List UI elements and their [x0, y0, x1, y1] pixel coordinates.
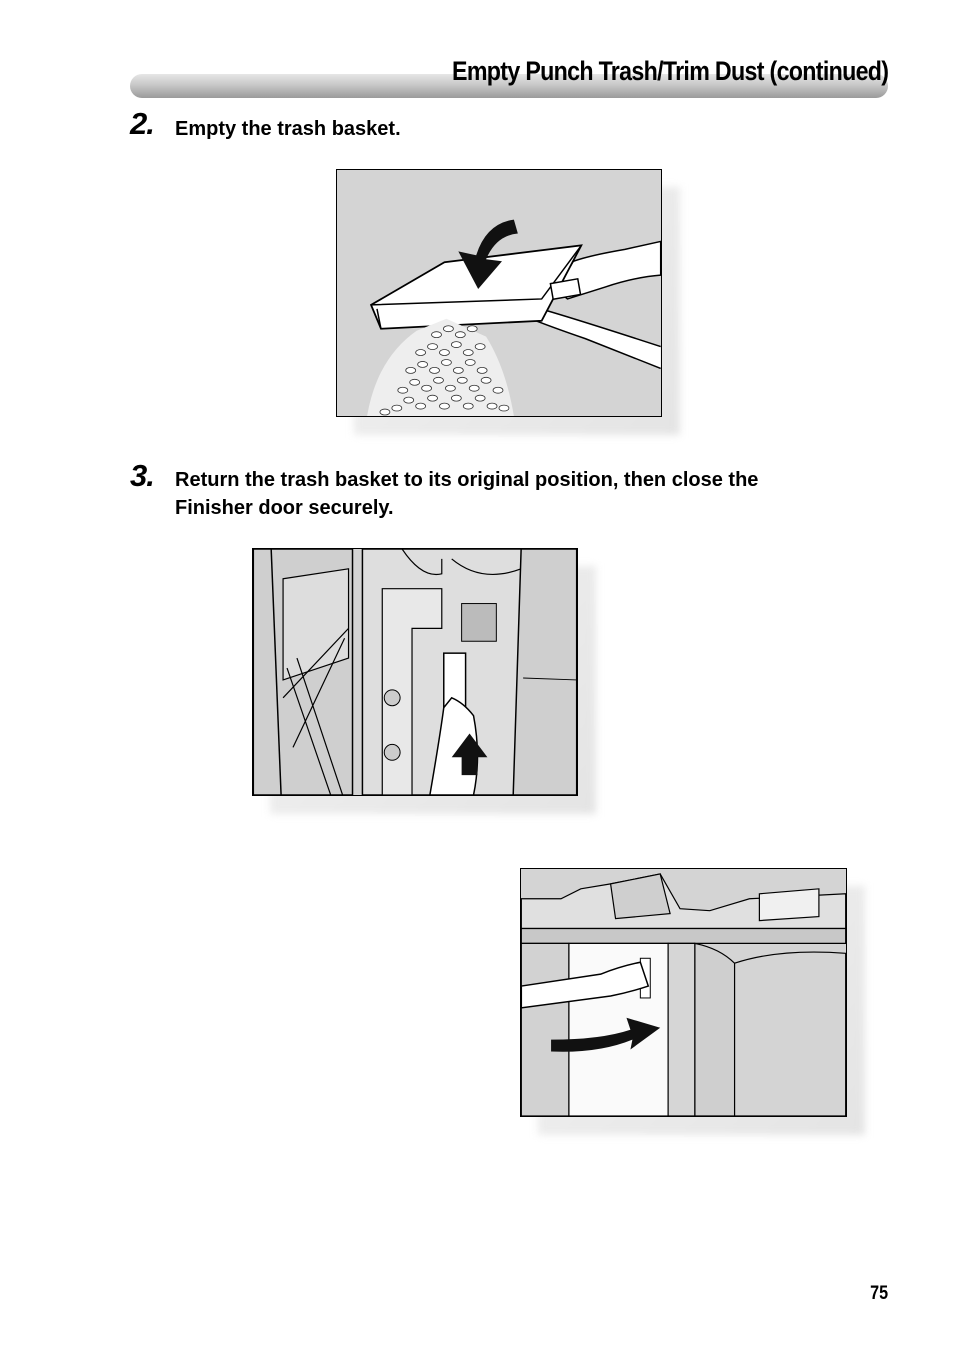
step-2-number: 2. — [130, 106, 154, 141]
page-title: Empty Punch Trash/Trim Dust (continued) — [451, 56, 888, 86]
illustration-return-basket — [252, 548, 578, 796]
step-3-number: 3. — [130, 458, 154, 493]
illustration-empty-basket — [336, 169, 662, 417]
step-3-text-line-2: Finisher door securely. — [175, 497, 394, 519]
step-3-text-line-1: Return the trash basket to its original position, then close the — [175, 469, 759, 491]
step-2-text: Empty the trash basket. — [175, 118, 401, 140]
page-number: 75 — [870, 1283, 888, 1304]
illustration-close-door — [520, 868, 847, 1117]
